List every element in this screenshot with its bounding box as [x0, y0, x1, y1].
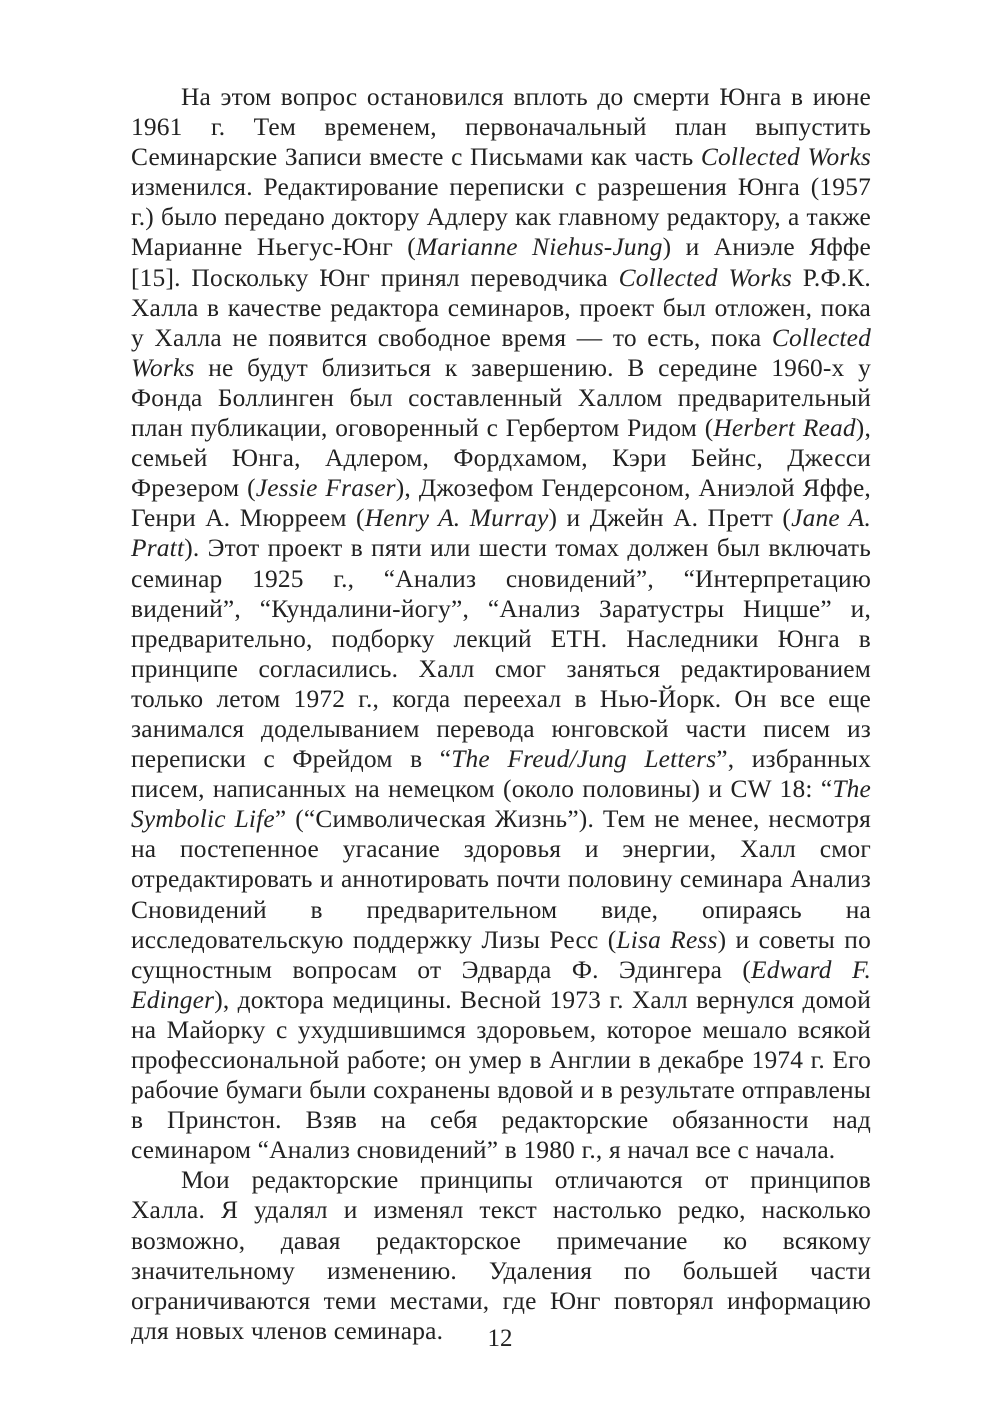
italic-text: The Symbolic Life [131, 775, 871, 834]
text-run: изменился. Редактирование переписки с разрешения Юнга (1957 г.) было передано доктору Адлеру как главному редактору, а также Марианне Ньегус-Юнг ( [131, 173, 871, 262]
italic-text: Jane A. Pratt [131, 504, 872, 563]
text-run: не будут близиться к завершению. В середине 1960-х у Фонда Боллинген был составленный Халлом предварительный план публикации, оговоренный с Гербертом Ридом ( [131, 353, 871, 443]
italic-text: Collected Works [700, 143, 871, 172]
page-number: 12 [487, 1325, 513, 1352]
text-run: ). Этот проект в пяти или шести томах должен был включать семинар 1925 г., “Анализ сновидений”, “Интерпретацию видений”, “Кундалини-йогу”, “Анализ Заратустры Ницше” и, предварительно, подборку лекций ETH. Наследники Юнга в принципе согласились. Халл смог заняться редактированием только летом 1972 г., когда переехал в Нью-Йорк. Он все еще занимался доделыванием перевода юнговской части писем из переписки с Фрейдом в “ [131, 534, 871, 774]
italic-text: Collected Works [618, 263, 793, 292]
italic-text: Jessie Fraser [255, 474, 396, 503]
text-run: ), доктора медицины. Весной 1973 г. Халл вернулся домой на Майорку с ухудшившимся здоровьем, которое мешало всякой профессиональной работе; он умер в Англии в декабре 1974 г. Его рабочие бумаги были сохранены вдовой и в результате отправлены в Принстон. Взяв на себя редакторские обязанности над семинаром “Анализ сновидений” в 1980 г., я начал все с начала. [131, 985, 871, 1165]
italic-text: Henry A. Murray [364, 504, 549, 533]
italic-text: Collected Works [131, 323, 871, 382]
text-run: ) и Аниэле Яффе [15]. Поскольку Юнг принял переводчика [131, 233, 871, 292]
italic-text: Marianne Niehus-Jung [415, 233, 663, 262]
italic-text: Lisa Ress [616, 925, 718, 954]
body-text [131, 82, 871, 1346]
text-run: ), Джозефом Гендерсоном, Аниэлой Яффе, Генри А. Мюрреем ( [131, 474, 871, 533]
text-run: ) и Джейн А. Претт ( [548, 504, 792, 533]
italic-text: The Freud/Jung Letters [451, 745, 717, 774]
text-run: ” (“Символическая Жизнь”). Тем не менее, несмотря на постепенное угасание здоровья и энергии, Халл смог отредактировать и аннотировать почти половину семинара Анализ Сновидений в предварительном виде, опираясь на исследовательскую поддержку Лизы Ресс ( [131, 805, 871, 954]
text-run: Р.Ф.К. Халла в качестве редактора семинаров, проект был отложен, пока у Халла не появится свободное время — то есть, пока [131, 263, 871, 352]
paragraph [131, 82, 871, 1165]
italic-text: Herbert Read [713, 414, 856, 443]
text-run: ”, избранных писем, написанных на немецком (около половины) и CW 18: “ [131, 745, 871, 804]
text-run: ) и советы по сущностным вопросам от Эдварда Ф. Эдингера ( [131, 925, 871, 984]
text-run: На этом вопрос остановился вплоть до смерти Юнга в июне 1961 г. Тем временем, первоначальный план выпустить Семинарские Записи вместе с Письмами как часть [131, 83, 871, 172]
paragraph [131, 1165, 871, 1346]
italic-text: Edward F. Edinger [131, 955, 871, 1014]
text-run: Мои редакторские принципы отличаются от принципов Халла. Я удалял и изменял текст настолько редко, насколько возможно, давая редакторское примечание ко всякому значительному изменению. Удаления по большей части ограничиваются теми местами, где Юнг повторял информацию для новых членов семинара. [131, 1166, 871, 1345]
text-run: ), семьей Юнга, Адлером, Фордхамом, Кэри Бейнс, Джесси Фрезером ( [131, 414, 871, 503]
